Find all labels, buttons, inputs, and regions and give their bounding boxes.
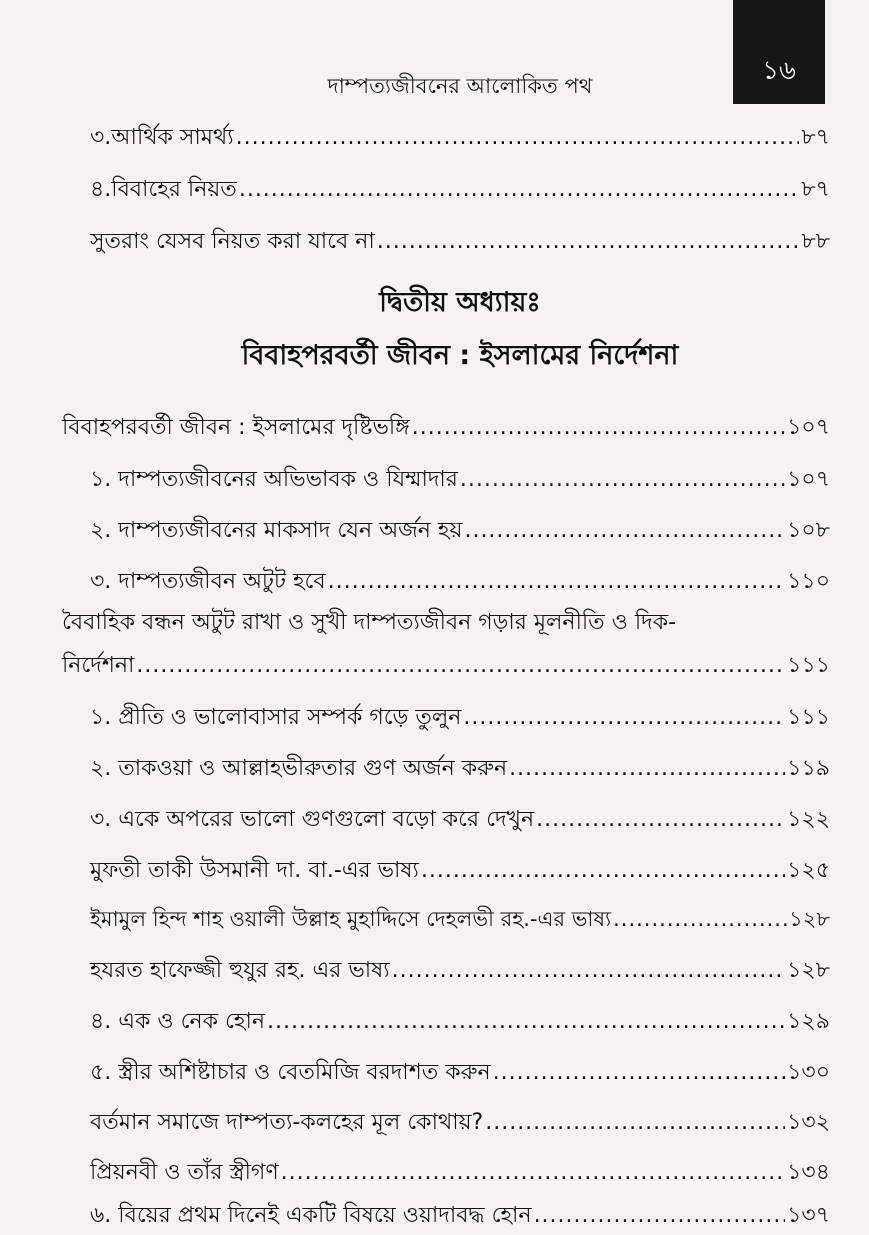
page-number: ১৬ [733, 0, 825, 104]
toc-entry[interactable] [90, 513, 830, 550]
toc-entry-page: ৮৮ [801, 229, 830, 254]
toc-entry-page: ৮৭ [801, 177, 830, 202]
toc-entry[interactable] [62, 410, 830, 447]
toc-entry-page: ৮৭ [801, 125, 830, 150]
toc-entry-label: ১. প্রীতি ও ভালোবাসার সম্পর্ক গড়ে তুলুন [90, 705, 462, 730]
toc-entry-label: প্রিয়নবী ও তাঁর স্ত্রীগণ [90, 1160, 279, 1185]
toc-entry-label: ৩.আর্থিক সামর্থ্য [90, 125, 234, 150]
toc-entry[interactable] [62, 648, 830, 685]
toc-entry[interactable] [90, 224, 830, 261]
toc-entry-label: ৬. বিয়ের প্রথম দিনেই একটি বিষয়ে ওয়াদাবদ্ধ হোন [90, 1203, 532, 1228]
toc-entry[interactable] [90, 751, 830, 788]
leader-dots [460, 467, 785, 492]
toc-entry[interactable] [90, 1198, 830, 1235]
toc-entry-label: ৩. দাম্পত্যজীবন অটুট হবে [90, 569, 326, 594]
toc-entry-page: ১০৭ [787, 415, 830, 440]
toc-entry-page: ১১০ [787, 569, 830, 594]
toc-entry-page: ১১১ [787, 705, 830, 730]
toc-entry-page: ১৩৪ [787, 1160, 830, 1185]
toc-entry[interactable] [90, 462, 830, 499]
leader-dots [239, 177, 800, 202]
leader-dots [328, 569, 786, 594]
chapter-title: বিবাহপরবর্তী জীবন : ইসলামের নির্দেশনা [241, 340, 679, 371]
leader-dots [412, 415, 785, 440]
toc-entry-page: ১০৮ [787, 518, 830, 543]
toc-entry-label: ৫. স্ত্রীর অশিষ্টাচার ও বেতমিজি বরদাশত করুন [90, 1060, 491, 1085]
toc-entry-page: ১৩৭ [787, 1203, 830, 1228]
toc-entry-page: ১২২ [787, 807, 830, 832]
toc-entry-label: বিবাহপরবর্তী জীবন : ইসলামের দৃষ্টিভঙ্গি [62, 415, 410, 440]
leader-dots [464, 518, 785, 543]
toc-entry-label: ইমামুল হিন্দ শাহ ওয়ালী উল্লাহ মুহাদ্দিসে দেহলভী রহ.-এর ভাষ্য [90, 907, 612, 931]
toc-entry-page: ১২৮ [787, 958, 830, 983]
leader-dots [377, 229, 800, 254]
leader-dots [463, 705, 785, 730]
toc-entry-page: ১১১ [787, 653, 830, 678]
toc-entry[interactable] [90, 1055, 830, 1092]
toc-entry[interactable] [90, 172, 830, 209]
toc-entry-page: ১১৯ [787, 756, 830, 781]
leader-dots [613, 907, 787, 931]
leader-dots [421, 858, 785, 883]
toc-entry-label: ২. তাকওয়া ও আল্লাহভীরুতার গুণ অর্জন করুন [90, 756, 508, 781]
toc-entry[interactable] [90, 1105, 830, 1142]
toc-entry-label: বর্তমান সমাজে দাম্পত্য-কলহের মূল কোথায়? [90, 1110, 484, 1135]
toc-entry-page: ১৩০ [787, 1060, 830, 1085]
toc-entry-page: ১০৭ [787, 467, 830, 492]
toc-entry-label: সুতরাং যেসব নিয়ত করা যাবে না [90, 229, 375, 254]
running-title: দাম্পত্যজীবনের আলোকিত পথ [327, 74, 593, 98]
leader-dots [536, 807, 785, 832]
toc-entry[interactable] [90, 903, 830, 938]
toc-entry-label: ২. দাম্পত্যজীবনের মাকসাদ যেন অর্জন হয় [90, 518, 463, 543]
toc-entry-label: ১. দাম্পত্যজীবনের অভিভাবক ও যিম্মাদার [90, 467, 458, 492]
toc-entry[interactable] [90, 953, 830, 990]
leader-dots [534, 1203, 786, 1228]
toc-entry-wrapped-line1[interactable]: বৈবাহিক বন্ধন অটুট রাখা ও সুখী দাম্পত্যজীবন গড়ার মূলনীতি ও দিক- [62, 610, 677, 635]
toc-entry-label: ৪.বিবাহের নিয়ত [90, 177, 237, 202]
toc-entry-page: ১২৯ [787, 1009, 830, 1034]
leader-dots [392, 958, 786, 983]
toc-entry-label: হযরত হাফেজ্জী হুযুর রহ. এর ভাষ্য [90, 958, 390, 983]
toc-entry-label: ৪. এক ও নেক হোন [90, 1009, 266, 1034]
leader-dots [509, 756, 785, 781]
toc-entry[interactable] [90, 700, 830, 737]
leader-dots [485, 1110, 785, 1135]
toc-entry[interactable] [90, 853, 830, 890]
toc-entry-label: ৩. একে অপরের ভালো গুণগুলো বড়ো করে দেখুন [90, 807, 535, 832]
toc-entry[interactable] [90, 802, 830, 839]
leader-dots [267, 1009, 785, 1034]
chapter-heading: দ্বিতীয় অধ্যায়ঃ [379, 287, 541, 318]
toc-entry[interactable] [90, 1155, 830, 1192]
toc-entry-page: ১২৫ [787, 858, 830, 883]
toc-entry[interactable] [90, 1004, 830, 1041]
toc-entry[interactable] [90, 564, 830, 601]
toc-entry-label: নির্দেশনা [62, 653, 135, 678]
toc-entry-page: ১৩২ [787, 1110, 830, 1135]
leader-dots [493, 1060, 786, 1085]
toc-entry-label: মুফতী তাকী উসমানী দা. বা.-এর ভাষ্য [90, 858, 419, 883]
toc-entry-page: ১২৮ [789, 907, 830, 931]
leader-dots [236, 125, 800, 150]
toc-entry[interactable] [90, 120, 830, 157]
leader-dots [281, 1160, 785, 1185]
leader-dots [136, 653, 785, 678]
